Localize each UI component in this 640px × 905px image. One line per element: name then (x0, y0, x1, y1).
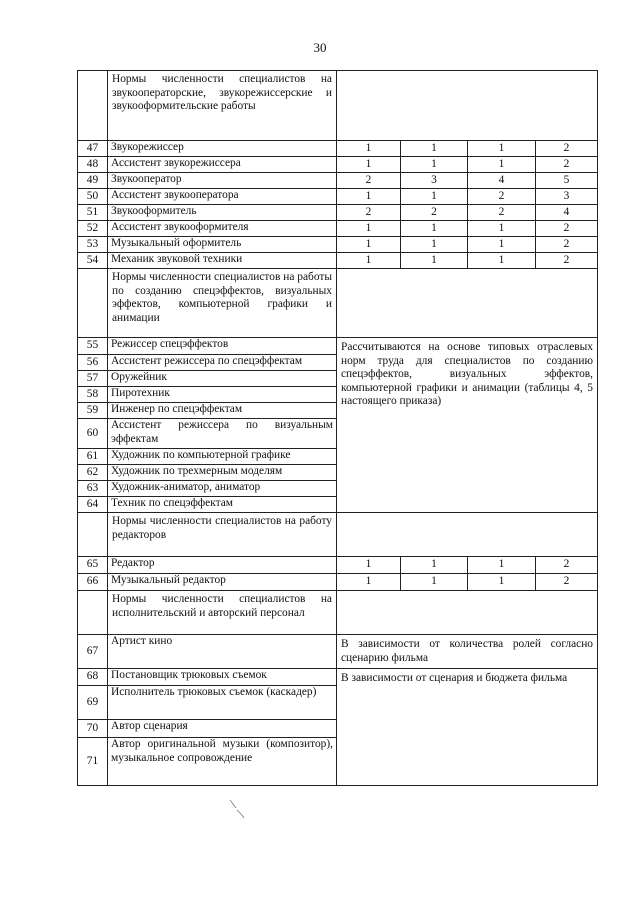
position-name: Ассистент звукооператора (108, 189, 337, 205)
section-num-cell (78, 71, 108, 141)
table-row (78, 338, 598, 355)
row-number: 52 (78, 221, 108, 237)
norm-value: 2 (536, 221, 598, 237)
norm-value: 1 (401, 141, 468, 157)
row-number: 71 (78, 738, 108, 786)
section-title: Нормы численности специалистов на исполнительский и авторский персонал (108, 591, 337, 635)
table-row (78, 237, 598, 253)
norm-value: 2 (337, 173, 401, 189)
norm-value: 2 (536, 237, 598, 253)
norm-value: 5 (536, 173, 598, 189)
row-number: 56 (78, 355, 108, 371)
table-row (78, 557, 598, 574)
norm-value: 4 (536, 205, 598, 221)
position-name: Художник по компьютерной графике (108, 449, 337, 465)
section-row (78, 269, 598, 338)
section-empty-cell (337, 269, 598, 338)
row-number: 47 (78, 141, 108, 157)
norm-value: 4 (468, 173, 536, 189)
row-number: 62 (78, 465, 108, 481)
norm-value: 1 (337, 253, 401, 269)
norm-value: 2 (536, 574, 598, 591)
section-empty-cell (337, 591, 598, 635)
section-num-cell (78, 591, 108, 635)
row-number: 66 (78, 574, 108, 591)
norm-value: 1 (468, 237, 536, 253)
norm-value: 1 (468, 141, 536, 157)
row-number: 60 (78, 419, 108, 449)
table-row (78, 221, 598, 237)
position-name: Ассистент звукорежиссера (108, 157, 337, 173)
section-row (78, 513, 598, 557)
row-number: 49 (78, 173, 108, 189)
position-name: Автор оригинальной музыки (композитор), музыкальное сопровождение (108, 738, 337, 786)
position-name: Художник по трехмерным моделям (108, 465, 337, 481)
position-name: Инженер по спецэффектам (108, 403, 337, 419)
section-num-cell (78, 269, 108, 338)
norm-value: 2 (536, 253, 598, 269)
position-name: Музыкальный оформитель (108, 237, 337, 253)
norm-value: 1 (401, 557, 468, 574)
row-number: 70 (78, 720, 108, 738)
row-number: 69 (78, 686, 108, 720)
norm-value: 2 (468, 205, 536, 221)
norm-value: 2 (536, 557, 598, 574)
norm-value: 2 (337, 205, 401, 221)
position-name: Ассистент звукооформителя (108, 221, 337, 237)
row-number: 53 (78, 237, 108, 253)
table-row (78, 669, 598, 686)
row-number: 61 (78, 449, 108, 465)
norm-value: 1 (401, 253, 468, 269)
position-name: Исполнитель трюковых съемок (каскадер) (108, 686, 337, 720)
calculation-note: В зависимости от количества ролей согласно сценарию фильма (337, 635, 598, 669)
section-num-cell (78, 513, 108, 557)
row-number: 63 (78, 481, 108, 497)
row-number: 55 (78, 338, 108, 355)
row-number: 48 (78, 157, 108, 173)
norm-value: 1 (468, 253, 536, 269)
position-name: Звукорежиссер (108, 141, 337, 157)
row-number: 50 (78, 189, 108, 205)
row-number: 67 (78, 635, 108, 669)
norm-value: 1 (401, 237, 468, 253)
position-name: Звукооператор (108, 173, 337, 189)
position-name: Звукооформитель (108, 205, 337, 221)
position-name: Ассистент режиссера по спецэффектам (108, 355, 337, 371)
section-empty-cell (337, 71, 598, 141)
table-row (78, 141, 598, 157)
norm-value: 2 (536, 141, 598, 157)
page-number: 30 (313, 40, 327, 55)
calculation-note: Рассчитываются на основе типовых отраслевых норм труда для специалистов по созданию спецэффектов, визуальных эффектов, компьютерной графики и анимации (таблицы 4, 5 настоящего приказа) (337, 338, 598, 513)
position-name: Режиссер спецэффектов (108, 338, 337, 355)
table-row (78, 635, 598, 669)
norm-value: 1 (337, 574, 401, 591)
section-title: Нормы численности специалистов на звукооператорские, звукорежиссерские и звукооформительские работы (108, 71, 337, 141)
position-name: Механик звуковой техники (108, 253, 337, 269)
position-name: Постановщик трюковых съемок (108, 669, 337, 686)
row-number: 68 (78, 669, 108, 686)
section-row (78, 591, 598, 635)
position-name: Пиротехник (108, 387, 337, 403)
section-row (78, 71, 598, 141)
norm-value: 3 (536, 189, 598, 205)
staffing-norms-table (77, 70, 598, 786)
norm-value: 1 (337, 189, 401, 205)
norm-value: 1 (337, 157, 401, 173)
norm-value: 1 (468, 574, 536, 591)
position-name: Редактор (108, 557, 337, 574)
row-number: 51 (78, 205, 108, 221)
section-title: Нормы численности специалистов на работу редакторов (108, 513, 337, 557)
row-number: 54 (78, 253, 108, 269)
table-row (78, 157, 598, 173)
table-row (78, 253, 598, 269)
table-row (78, 574, 598, 591)
row-number: 65 (78, 557, 108, 574)
norm-value: 1 (337, 221, 401, 237)
norm-value: 2 (536, 157, 598, 173)
norm-value: 1 (337, 557, 401, 574)
norm-value: 1 (468, 221, 536, 237)
table-row (78, 173, 598, 189)
norm-value: 1 (401, 157, 468, 173)
position-name: Артист кино (108, 635, 337, 669)
section-empty-cell (337, 513, 598, 557)
position-name: Оружейник (108, 371, 337, 387)
position-name: Музыкальный редактор (108, 574, 337, 591)
row-number: 59 (78, 403, 108, 419)
section-title: Нормы численности специалистов на работы по созданию спецэффектов, визуальных эффектов, компьютерной графики и анимации (108, 269, 337, 338)
norm-value: 3 (401, 173, 468, 189)
row-number: 64 (78, 497, 108, 513)
position-name: Ассистент режиссера по визуальным эффектам (108, 419, 337, 449)
position-name: Техник по спецэффектам (108, 497, 337, 513)
norm-value: 2 (468, 189, 536, 205)
norm-value: 1 (401, 221, 468, 237)
calculation-note: В зависимости от сценария и бюджета фильма (337, 669, 598, 786)
row-number: 57 (78, 371, 108, 387)
position-name: Автор сценария (108, 720, 337, 738)
table-row (78, 205, 598, 221)
row-number: 58 (78, 387, 108, 403)
norm-value: 1 (337, 237, 401, 253)
norm-value: 1 (401, 574, 468, 591)
norm-value: 1 (401, 189, 468, 205)
pen-mark (228, 798, 246, 820)
norm-value: 2 (401, 205, 468, 221)
position-name: Художник-аниматор, аниматор (108, 481, 337, 497)
norm-value: 1 (337, 141, 401, 157)
table-row (78, 189, 598, 205)
norm-value: 1 (468, 157, 536, 173)
norm-value: 1 (468, 557, 536, 574)
